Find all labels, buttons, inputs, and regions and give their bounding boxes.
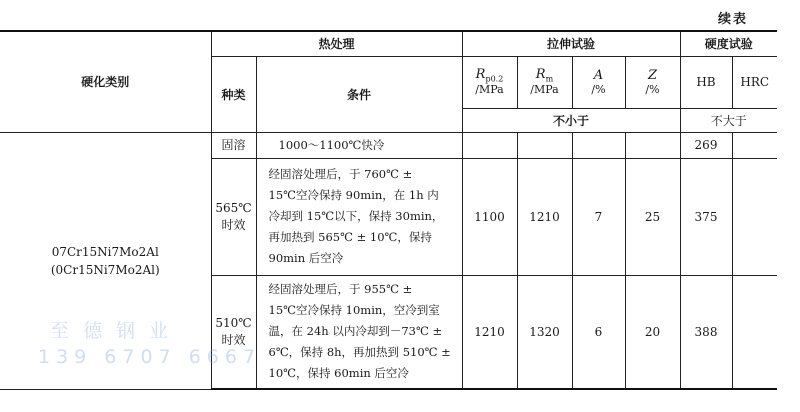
not-less-than-label: 不小于 [462, 108, 680, 132]
header-tensile-test: 拉伸试验 [462, 31, 680, 56]
condition-line: 经固溶处理后，于 955℃ ± [268, 282, 413, 297]
watermark-phone: 139 6707 6667 [38, 346, 262, 368]
not-greater-than-label: 不大于 [680, 108, 777, 132]
rp02-unit: /MPa [475, 83, 504, 97]
condition-line: 15℃空冷保持 10min，空冷到室 [268, 303, 440, 318]
rm-value [517, 132, 572, 158]
header-a [572, 56, 625, 108]
header-heat-treatment: 热处理 [211, 31, 462, 56]
table-row [0, 132, 777, 158]
z-value [625, 132, 680, 158]
grade-line-2: (0Cr15Ni7Mo2Al) [50, 262, 160, 277]
header-hardness-test: 硬度试验 [680, 31, 777, 56]
header-hrc: HRC [732, 56, 777, 108]
rm-value: 1320 [517, 275, 572, 389]
grade-line-1: 07Cr15Ni7Mo2Al [51, 244, 159, 259]
kind-line: 时效 [221, 332, 246, 347]
rm-symbol: R [535, 66, 546, 82]
a-value [572, 132, 625, 158]
a-value: 7 [572, 158, 625, 275]
continued-label: 续表 [718, 12, 749, 27]
condition-510-aging [256, 275, 462, 389]
condition-line: 再加热到 565℃ ± 10℃，保持 [268, 230, 432, 244]
header-hardening-type: 硬化类别 [0, 31, 211, 132]
header-z [625, 56, 680, 108]
header-condition: 条件 [256, 56, 462, 132]
condition-line: 10℃，保持 60min 后空冷 [268, 366, 409, 381]
condition-solution: 1000～1100℃快冷 [256, 132, 462, 158]
z-value: 25 [625, 158, 680, 275]
grade-cell [0, 132, 211, 389]
heat-treatment-spec-table [0, 30, 777, 390]
hb-value: 269 [680, 132, 732, 158]
kind-line: 510℃ [215, 315, 252, 330]
condition-line: 90min 后空冷 [268, 251, 344, 265]
condition-line: 15℃空冷保持 90min，在 1h 内 [268, 188, 439, 202]
header-rm [517, 56, 572, 108]
rp02-value [462, 132, 517, 158]
header-rp02 [462, 56, 517, 108]
rm-unit: /MPa [530, 83, 559, 97]
z-unit: /% [645, 82, 660, 96]
hb-value: 375 [680, 158, 732, 275]
a-symbol: A [593, 67, 604, 83]
kind-565-aging [211, 158, 256, 275]
condition-565-aging [256, 158, 462, 275]
rm-subscript: m [545, 74, 554, 84]
condition-line: 6℃，保持 8h，再加热到 510℃ ± [268, 345, 451, 360]
watermark-company: 至德钢业 [50, 320, 183, 342]
z-value: 20 [625, 275, 680, 389]
condition-line: 冷却到 15℃以下，保持 30min， [268, 209, 444, 223]
hrc-value [732, 132, 777, 158]
header-kind: 种类 [211, 56, 256, 132]
a-unit: /% [591, 82, 606, 96]
kind-solution: 固溶 [211, 132, 256, 158]
a-value: 6 [572, 275, 625, 389]
condition-line: 经固溶处理后，于 760℃ ± [268, 167, 413, 181]
rp02-subscript: p0.2 [485, 74, 504, 84]
rp02-symbol: R [475, 66, 486, 82]
hrc-value [732, 275, 777, 389]
kind-510-aging [211, 275, 256, 389]
kind-line: 时效 [221, 217, 246, 232]
hb-value: 388 [680, 275, 732, 389]
condition-line: 温，在 24h 以内冷却到－73℃ ± [268, 324, 443, 339]
kind-line: 565℃ [215, 200, 252, 215]
z-symbol: Z [647, 67, 658, 83]
hrc-value [732, 158, 777, 275]
rp02-value: 1100 [462, 158, 517, 275]
rm-value: 1210 [517, 158, 572, 275]
header-hb: HB [680, 56, 732, 108]
rp02-value: 1210 [462, 275, 517, 389]
